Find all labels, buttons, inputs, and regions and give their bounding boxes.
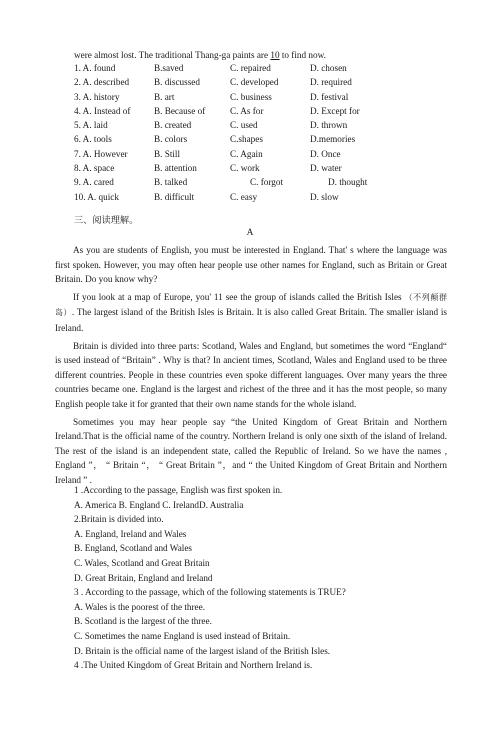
paragraph-2 [55, 290, 447, 336]
option-c: C.shapes [230, 134, 263, 145]
option-d: D. water [310, 163, 342, 174]
option-d: D.memories [310, 134, 356, 145]
option-a: 1. A. found [74, 63, 116, 73]
option-c: C. As for [230, 105, 264, 116]
paragraph-3: Britain is divided into three parts: Scotland, Wales and England, but sometimes the word “England“ is used instead of “Britain” . Why is that? In ancient times, Scotland, Wales and England used to be three different countries. People in these countries even spoke different languages. Over many years the three countries became one. England is the largest and richest of the three and it has the most people, so many English people take it for granted that their own name stands for the whole island. [55, 340, 447, 409]
option-row [74, 177, 464, 191]
passage-title: A [246, 228, 254, 238]
section-heading: 三、阅读理解。 [74, 215, 139, 225]
option-c: C. used [230, 120, 258, 131]
option-b: B.saved [154, 63, 184, 73]
option-c: C. Again [230, 148, 263, 159]
reading-passage [55, 243, 447, 491]
question-2-option-c: C. Wales, Scotland and Great Britain [74, 557, 210, 568]
option-d: D. thought [328, 177, 368, 188]
option-b: B. talked [154, 177, 188, 188]
option-b: B. Because of [154, 105, 206, 116]
question-3-option-b: B. Scotland is the largest of the three. [74, 616, 212, 627]
option-d: D. slow [310, 191, 339, 202]
question-2-option-a: A. England, Ireland and Wales [74, 528, 187, 539]
option-d: D. required [310, 77, 352, 88]
option-d: D. thrown [310, 120, 348, 131]
option-b: B. discussed [154, 77, 200, 88]
option-row [74, 77, 464, 91]
option-b: B. colors [154, 134, 188, 145]
option-c: C. business [230, 91, 272, 102]
questions [74, 483, 346, 673]
option-a: 10. A. quick [74, 191, 119, 202]
question-2-option-d: D. Great Britain, England and Ireland [74, 572, 213, 583]
option-row [74, 106, 464, 120]
blank-number: 10 [270, 50, 280, 60]
option-d: D. chosen [310, 63, 347, 73]
intro-text-before: were almost lost. The traditional Thang-ga paints are [74, 50, 271, 60]
option-a: 7. A. However [74, 148, 128, 159]
option-a: 2. A. described [74, 77, 130, 88]
intro-text-after: to find now. [279, 50, 326, 60]
option-row [74, 63, 464, 77]
option-row [74, 149, 464, 163]
option-d: D. Except for [310, 105, 360, 116]
option-b: B. attention [154, 163, 197, 174]
paragraph-2-end: . The largest island of the British Isles is Britain. It is also called Great Britain. The smaller island is Ireland. [55, 307, 448, 333]
option-c: C. developed [230, 77, 279, 88]
question-1: 1 .According to the passage, English was first spoken in. [74, 485, 283, 495]
option-a: 5. A. laid [74, 120, 108, 131]
question-2-option-b: B. England, Scotland and Wales [74, 543, 192, 554]
option-b: B. difficult [154, 191, 195, 202]
option-row [74, 92, 464, 106]
question-2: 2.Britain is divided into. [74, 514, 164, 525]
option-row [74, 134, 464, 148]
cloze-last-line [74, 50, 326, 60]
option-a: 8. A. space [74, 163, 115, 174]
option-a: 4. A. Instead of [74, 105, 131, 116]
question-3-option-a: A. Wales is the poorest of the three. [74, 601, 205, 612]
question-4: 4 .The United Kingdom of Great Britain and Northern Ireland is. [74, 660, 313, 671]
option-row [74, 192, 464, 206]
paragraph-1: As you are students of English, you must be interested in England. That' s where the language was first spoken. However, you may often hear people use other names for England, such as Britain or Great Britain. Do you know why? [55, 245, 447, 285]
option-b: B. Still [154, 148, 181, 159]
question-3-option-c: C. Sometimes the name England is used instead of Britain. [74, 630, 291, 641]
chinese-gloss: （不列颠群岛） [55, 292, 447, 318]
option-a: 3. A. history [74, 91, 120, 102]
paragraph-2-start: If you look at a map of Europe, you' 11 see the group of islands called the British Isles [73, 291, 405, 302]
option-c: C. work [230, 163, 260, 174]
option-c: C. easy [230, 191, 258, 202]
option-b: B. art [154, 91, 175, 102]
option-b: B. created [154, 120, 192, 131]
option-row [74, 163, 464, 177]
option-d: D. festival [310, 91, 349, 102]
option-row [74, 120, 464, 134]
question-3: 3 . According to the passage, which of the following statements is TRUE? [74, 587, 346, 598]
option-d: D. Once [310, 148, 341, 159]
paragraph-4: Sometimes you may hear people say “the United Kingdom of Great Britain and Northern Ireland.That is the official name of the country. Northern Ireland is only one sixth of the island of Ireland. The rest of the island is an independent state, called the Republic of Ireland. So we have the names , England ”， “ Britain “， “ Great Britain ”，and “ the United Kingdom of Great Britain and Northern Ireland ” . [55, 416, 447, 485]
option-c: C. repaired [230, 63, 271, 73]
question-1-options: A. America B. England C. IrelandD. Australia [74, 499, 244, 510]
question-3-option-d: D. Britain is the official name of the largest island of the British Isles. [74, 645, 331, 656]
option-a: 6. A. tools [74, 134, 112, 145]
option-c: C. forgot [250, 177, 284, 188]
cloze-options [74, 63, 464, 206]
option-a: 9. A. cared [74, 177, 114, 188]
